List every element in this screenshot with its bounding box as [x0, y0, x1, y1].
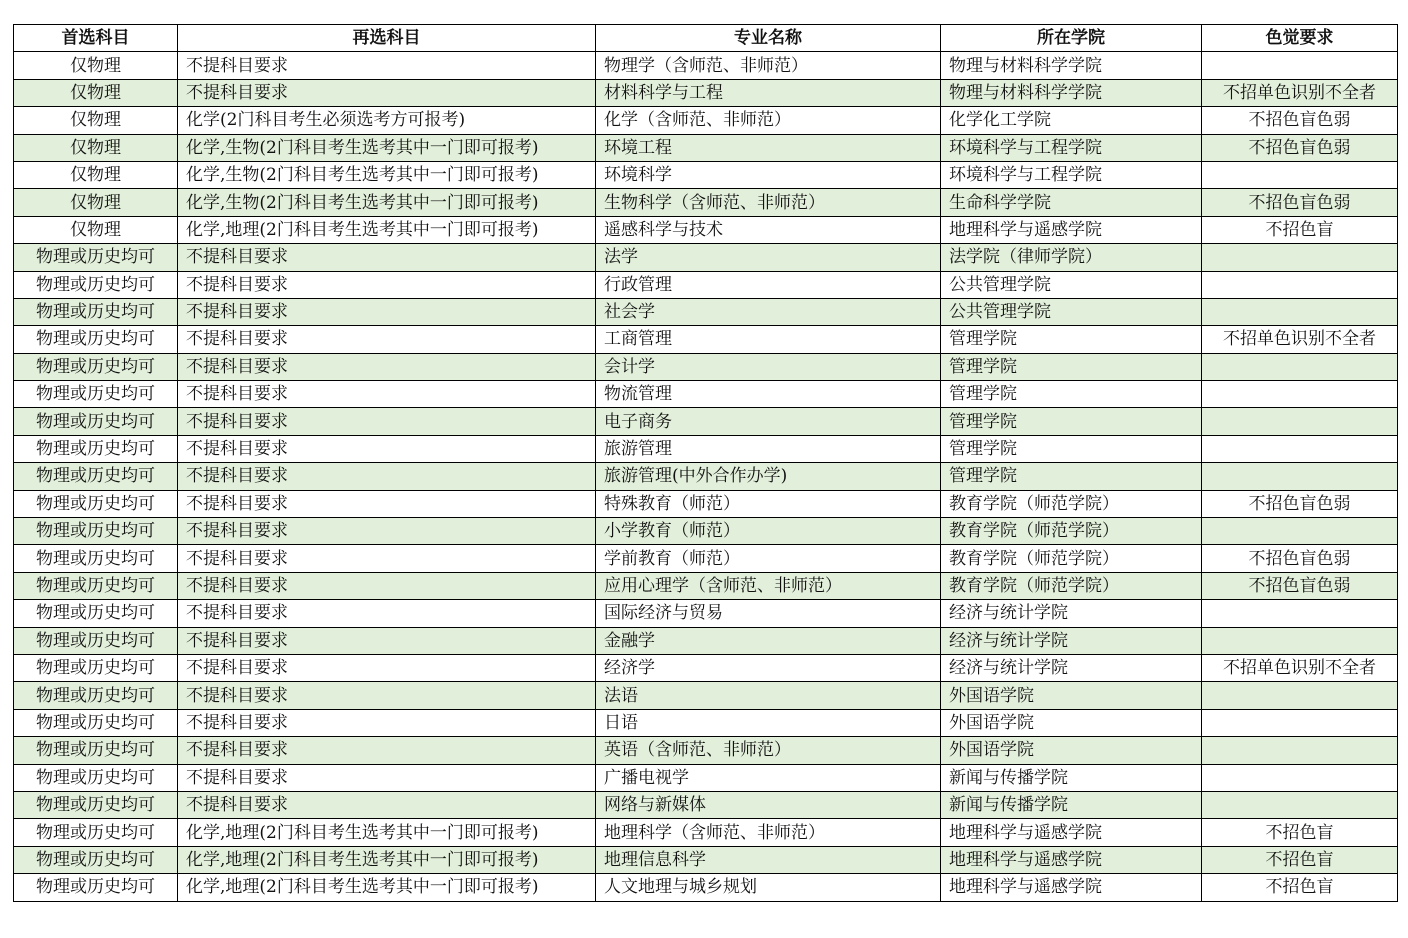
color-vision-cell	[1202, 298, 1398, 325]
college-cell: 法学院（律师学院）	[941, 244, 1202, 271]
table-row	[14, 271, 1398, 298]
table-row	[14, 518, 1398, 545]
second-subject-cell: 不提科目要求	[178, 654, 596, 681]
table-row	[14, 463, 1398, 490]
color-vision-cell	[1202, 408, 1398, 435]
table-row	[14, 490, 1398, 517]
second-subject-cell: 不提科目要求	[178, 627, 596, 654]
major-name-cell: 旅游管理	[596, 435, 941, 462]
major-name-cell: 会计学	[596, 353, 941, 380]
color-vision-cell: 不招色盲色弱	[1202, 490, 1398, 517]
college-cell: 地理科学与遥感学院	[941, 216, 1202, 243]
first-subject-cell: 物理或历史均可	[14, 600, 178, 627]
first-subject-cell: 物理或历史均可	[14, 764, 178, 791]
color-vision-cell	[1202, 600, 1398, 627]
second-subject-cell: 不提科目要求	[178, 298, 596, 325]
table-row	[14, 709, 1398, 736]
college-cell: 外国语学院	[941, 737, 1202, 764]
first-subject-cell: 物理或历史均可	[14, 435, 178, 462]
table-row	[14, 654, 1398, 681]
table-row	[14, 737, 1398, 764]
college-cell: 公共管理学院	[941, 271, 1202, 298]
major-name-cell: 英语（含师范、非师范）	[596, 737, 941, 764]
color-vision-cell	[1202, 271, 1398, 298]
college-cell: 物理与材料科学学院	[941, 52, 1202, 79]
first-subject-cell: 仅物理	[14, 52, 178, 79]
major-name-cell: 学前教育（师范）	[596, 545, 941, 572]
color-vision-cell: 不招单色识别不全者	[1202, 79, 1398, 106]
table-row	[14, 572, 1398, 599]
second-subject-cell: 化学(2门科目考生必须选考方可报考)	[178, 107, 596, 134]
table-row	[14, 545, 1398, 572]
major-name-cell: 人文地理与城乡规划	[596, 874, 941, 901]
major-name-cell: 金融学	[596, 627, 941, 654]
first-subject-cell: 物理或历史均可	[14, 572, 178, 599]
table-row	[14, 846, 1398, 873]
table-row	[14, 134, 1398, 161]
second-subject-cell: 化学,生物(2门科目考生选考其中一门即可报考)	[178, 189, 596, 216]
second-subject-cell: 不提科目要求	[178, 408, 596, 435]
table-row	[14, 189, 1398, 216]
color-vision-cell	[1202, 52, 1398, 79]
first-subject-cell: 物理或历史均可	[14, 518, 178, 545]
first-subject-cell: 物理或历史均可	[14, 463, 178, 490]
college-cell: 新闻与传播学院	[941, 764, 1202, 791]
college-cell: 经济与统计学院	[941, 654, 1202, 681]
second-subject-cell: 不提科目要求	[178, 490, 596, 517]
color-vision-cell	[1202, 682, 1398, 709]
first-subject-cell: 仅物理	[14, 161, 178, 188]
second-subject-cell: 化学,地理(2门科目考生选考其中一门即可报考)	[178, 846, 596, 873]
college-cell: 经济与统计学院	[941, 600, 1202, 627]
college-cell: 地理科学与遥感学院	[941, 874, 1202, 901]
first-subject-cell: 物理或历史均可	[14, 846, 178, 873]
color-vision-cell	[1202, 627, 1398, 654]
major-name-cell: 特殊教育（师范）	[596, 490, 941, 517]
table-row	[14, 353, 1398, 380]
color-vision-cell: 不招色盲色弱	[1202, 189, 1398, 216]
color-vision-cell: 不招色盲色弱	[1202, 572, 1398, 599]
color-vision-cell: 不招色盲色弱	[1202, 134, 1398, 161]
first-subject-cell: 物理或历史均可	[14, 408, 178, 435]
table-row	[14, 874, 1398, 901]
second-subject-cell: 化学,生物(2门科目考生选考其中一门即可报考)	[178, 134, 596, 161]
table-row	[14, 408, 1398, 435]
color-vision-cell: 不招色盲	[1202, 874, 1398, 901]
first-subject-cell: 物理或历史均可	[14, 298, 178, 325]
major-name-cell: 行政管理	[596, 271, 941, 298]
second-subject-cell: 化学,地理(2门科目考生选考其中一门即可报考)	[178, 819, 596, 846]
college-cell: 教育学院（师范学院）	[941, 490, 1202, 517]
first-subject-cell: 物理或历史均可	[14, 682, 178, 709]
color-vision-cell	[1202, 244, 1398, 271]
second-subject-cell: 不提科目要求	[178, 353, 596, 380]
color-vision-cell: 不招色盲色弱	[1202, 545, 1398, 572]
college-cell: 公共管理学院	[941, 298, 1202, 325]
first-subject-cell: 物理或历史均可	[14, 709, 178, 736]
first-subject-cell: 物理或历史均可	[14, 326, 178, 353]
major-name-cell: 地理信息科学	[596, 846, 941, 873]
major-name-cell: 电子商务	[596, 408, 941, 435]
major-name-cell: 遥感科学与技术	[596, 216, 941, 243]
major-name-cell: 国际经济与贸易	[596, 600, 941, 627]
major-name-cell: 工商管理	[596, 326, 941, 353]
first-subject-cell: 仅物理	[14, 189, 178, 216]
major-name-cell: 网络与新媒体	[596, 791, 941, 818]
college-cell: 管理学院	[941, 326, 1202, 353]
second-subject-cell: 不提科目要求	[178, 271, 596, 298]
major-name-cell: 法语	[596, 682, 941, 709]
table-row	[14, 791, 1398, 818]
first-subject-cell: 物理或历史均可	[14, 244, 178, 271]
second-subject-cell: 不提科目要求	[178, 572, 596, 599]
first-subject-cell: 物理或历史均可	[14, 490, 178, 517]
first-subject-cell: 物理或历史均可	[14, 874, 178, 901]
color-vision-cell: 不招色盲	[1202, 216, 1398, 243]
table-body	[14, 52, 1398, 901]
first-subject-cell: 物理或历史均可	[14, 654, 178, 681]
first-subject-cell: 物理或历史均可	[14, 271, 178, 298]
table-row	[14, 79, 1398, 106]
college-cell: 管理学院	[941, 435, 1202, 462]
second-subject-cell: 不提科目要求	[178, 682, 596, 709]
first-subject-cell: 仅物理	[14, 107, 178, 134]
college-cell: 管理学院	[941, 408, 1202, 435]
college-cell: 教育学院（师范学院）	[941, 545, 1202, 572]
major-name-cell: 环境科学	[596, 161, 941, 188]
table-row	[14, 326, 1398, 353]
first-subject-cell: 物理或历史均可	[14, 791, 178, 818]
second-subject-cell: 不提科目要求	[178, 381, 596, 408]
second-subject-cell: 不提科目要求	[178, 545, 596, 572]
header-second-subject: 再选科目	[178, 25, 596, 52]
first-subject-cell: 物理或历史均可	[14, 627, 178, 654]
table-row	[14, 764, 1398, 791]
major-name-cell: 物流管理	[596, 381, 941, 408]
color-vision-cell	[1202, 435, 1398, 462]
table-row	[14, 216, 1398, 243]
color-vision-cell	[1202, 518, 1398, 545]
college-cell: 地理科学与遥感学院	[941, 846, 1202, 873]
college-cell: 环境科学与工程学院	[941, 161, 1202, 188]
second-subject-cell: 不提科目要求	[178, 52, 596, 79]
major-name-cell: 小学教育（师范）	[596, 518, 941, 545]
color-vision-cell	[1202, 791, 1398, 818]
color-vision-cell	[1202, 737, 1398, 764]
second-subject-cell: 不提科目要求	[178, 737, 596, 764]
college-cell: 物理与材料科学学院	[941, 79, 1202, 106]
first-subject-cell: 仅物理	[14, 216, 178, 243]
college-cell: 新闻与传播学院	[941, 791, 1202, 818]
college-cell: 地理科学与遥感学院	[941, 819, 1202, 846]
college-cell: 管理学院	[941, 353, 1202, 380]
table-row	[14, 107, 1398, 134]
college-cell: 管理学院	[941, 381, 1202, 408]
table-row	[14, 819, 1398, 846]
header-first-subject: 首选科目	[14, 25, 178, 52]
college-cell: 管理学院	[941, 463, 1202, 490]
college-cell: 环境科学与工程学院	[941, 134, 1202, 161]
header-color-vision: 色觉要求	[1202, 25, 1398, 52]
major-name-cell: 广播电视学	[596, 764, 941, 791]
first-subject-cell: 仅物理	[14, 79, 178, 106]
color-vision-cell	[1202, 381, 1398, 408]
college-cell: 教育学院（师范学院）	[941, 572, 1202, 599]
second-subject-cell: 不提科目要求	[178, 600, 596, 627]
color-vision-cell	[1202, 764, 1398, 791]
table-row	[14, 600, 1398, 627]
header-row	[14, 25, 1398, 52]
second-subject-cell: 不提科目要求	[178, 435, 596, 462]
table-row	[14, 381, 1398, 408]
header-major-name: 专业名称	[596, 25, 941, 52]
major-name-cell: 材料科学与工程	[596, 79, 941, 106]
major-name-cell: 旅游管理(中外合作办学)	[596, 463, 941, 490]
table-row	[14, 161, 1398, 188]
second-subject-cell: 不提科目要求	[178, 463, 596, 490]
second-subject-cell: 不提科目要求	[178, 244, 596, 271]
college-cell: 教育学院（师范学院）	[941, 518, 1202, 545]
table-row	[14, 435, 1398, 462]
first-subject-cell: 物理或历史均可	[14, 353, 178, 380]
college-cell: 外国语学院	[941, 709, 1202, 736]
second-subject-cell: 不提科目要求	[178, 764, 596, 791]
major-name-cell: 法学	[596, 244, 941, 271]
major-name-cell: 经济学	[596, 654, 941, 681]
table-row	[14, 244, 1398, 271]
color-vision-cell	[1202, 463, 1398, 490]
college-cell: 外国语学院	[941, 682, 1202, 709]
color-vision-cell: 不招单色识别不全者	[1202, 654, 1398, 681]
subject-requirements-table	[13, 24, 1398, 902]
second-subject-cell: 不提科目要求	[178, 709, 596, 736]
second-subject-cell: 化学,生物(2门科目考生选考其中一门即可报考)	[178, 161, 596, 188]
color-vision-cell	[1202, 709, 1398, 736]
second-subject-cell: 不提科目要求	[178, 518, 596, 545]
table-row	[14, 52, 1398, 79]
table-row	[14, 627, 1398, 654]
first-subject-cell: 物理或历史均可	[14, 819, 178, 846]
second-subject-cell: 不提科目要求	[178, 79, 596, 106]
college-cell: 经济与统计学院	[941, 627, 1202, 654]
major-name-cell: 应用心理学（含师范、非师范）	[596, 572, 941, 599]
major-name-cell: 物理学（含师范、非师范）	[596, 52, 941, 79]
table-row	[14, 682, 1398, 709]
major-name-cell: 化学（含师范、非师范）	[596, 107, 941, 134]
color-vision-cell	[1202, 353, 1398, 380]
color-vision-cell: 不招色盲	[1202, 819, 1398, 846]
color-vision-cell: 不招色盲	[1202, 846, 1398, 873]
header-college: 所在学院	[941, 25, 1202, 52]
major-name-cell: 日语	[596, 709, 941, 736]
major-name-cell: 环境工程	[596, 134, 941, 161]
first-subject-cell: 仅物理	[14, 134, 178, 161]
second-subject-cell: 不提科目要求	[178, 326, 596, 353]
major-name-cell: 生物科学（含师范、非师范）	[596, 189, 941, 216]
first-subject-cell: 物理或历史均可	[14, 545, 178, 572]
second-subject-cell: 不提科目要求	[178, 791, 596, 818]
college-cell: 生命科学学院	[941, 189, 1202, 216]
color-vision-cell: 不招单色识别不全者	[1202, 326, 1398, 353]
color-vision-cell: 不招色盲色弱	[1202, 107, 1398, 134]
second-subject-cell: 化学,地理(2门科目考生选考其中一门即可报考)	[178, 874, 596, 901]
table-row	[14, 298, 1398, 325]
second-subject-cell: 化学,地理(2门科目考生选考其中一门即可报考)	[178, 216, 596, 243]
color-vision-cell	[1202, 161, 1398, 188]
major-name-cell: 社会学	[596, 298, 941, 325]
major-name-cell: 地理科学（含师范、非师范）	[596, 819, 941, 846]
first-subject-cell: 物理或历史均可	[14, 381, 178, 408]
college-cell: 化学化工学院	[941, 107, 1202, 134]
first-subject-cell: 物理或历史均可	[14, 737, 178, 764]
